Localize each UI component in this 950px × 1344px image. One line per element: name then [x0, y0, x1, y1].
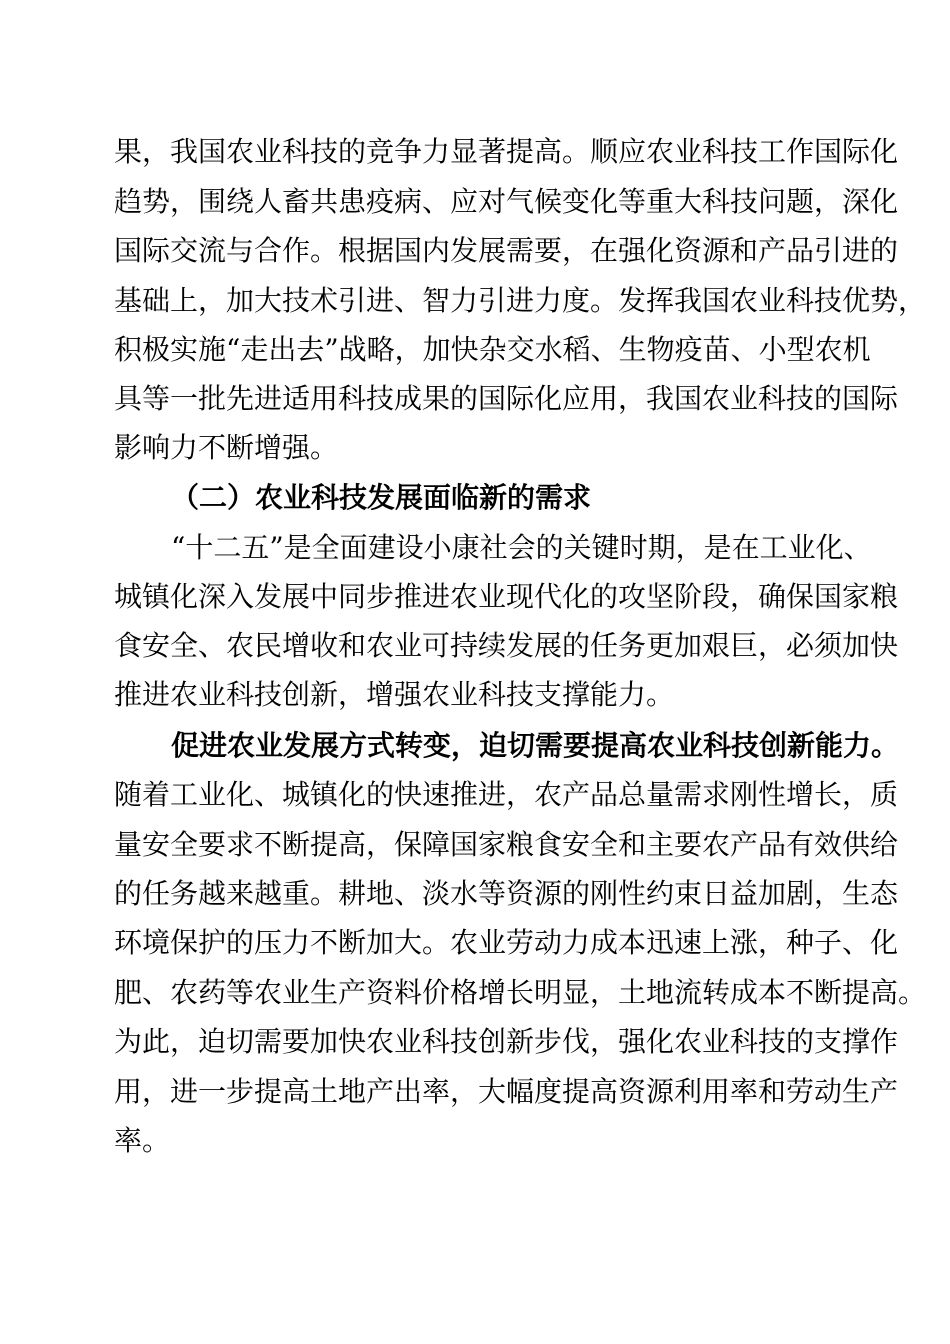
paragraph-1-line-6: 具等一批先进适用科技成果的国际化应用，我国农业科技的国际 [114, 382, 899, 415]
paragraph-3-line-6: 为此，迫切需要加快农业科技创新步伐，强化农业科技的支撑作 [114, 1025, 899, 1058]
paragraph-1-line-3: 国际交流与合作。根据国内发展需要，在强化资源和产品引进的 [114, 234, 899, 267]
paragraph-1-line-2: 趋势，围绕人畜共患疫病、应对气候变化等重大科技问题，深化 [114, 185, 899, 218]
paragraph-3-lead: 促进农业发展方式转变，迫切需要提高农业科技创新能力。 [171, 729, 900, 762]
paragraph-3-line-3: 的任务越来越重。耕地、淡水等资源的刚性约束日益加剧，生态 [114, 877, 899, 910]
paragraph-2-line-2: 城镇化深入发展中同步推进农业现代化的攻坚阶段，确保国家粮 [114, 580, 899, 613]
paragraph-1-line-7: 影响力不断增强。 [114, 431, 339, 464]
section-heading: （二）农业科技发展面临新的需求 [171, 481, 592, 514]
paragraph-3-line-8: 率。 [114, 1124, 171, 1157]
paragraph-3-line-1: 随着工业化、城镇化的快速推进，农产品总量需求刚性增长，质 [114, 778, 899, 811]
paragraph-3-line-7: 用，进一步提高土地产出率，大幅度提高资源利用率和劳动生产 [114, 1075, 899, 1108]
paragraph-2-line-3: 食安全、农民增收和农业可持续发展的任务更加艰巨，必须加快 [114, 629, 899, 662]
paragraph-1-line-4: 基础上，加大技术引进、智力引进力度。发挥我国农业科技优势， [114, 284, 927, 317]
paragraph-3-line-5: 肥、农药等农业生产资料价格增长明显，土地流转成本不断提高。 [114, 976, 927, 1009]
paragraph-3-line-2: 量安全要求不断提高，保障国家粮食安全和主要农产品有效供给 [114, 828, 899, 861]
paragraph-2-line-4: 推进农业科技创新，增强农业科技支撑能力。 [114, 678, 675, 711]
paragraph-1-line-1: 果，我国农业科技的竞争力显著提高。顺应农业科技工作国际化 [114, 135, 899, 168]
paragraph-2-line-1: “十二五”是全面建设小康社会的关键时期，是在工业化、 [171, 531, 872, 564]
paragraph-3-line-4: 环境保护的压力不断加大。农业劳动力成本迅速上涨，种子、化 [114, 926, 899, 959]
paragraph-1-line-5: 积极实施“走出去”战略，加快杂交水稻、生物疫苗、小型农机 [114, 333, 871, 366]
